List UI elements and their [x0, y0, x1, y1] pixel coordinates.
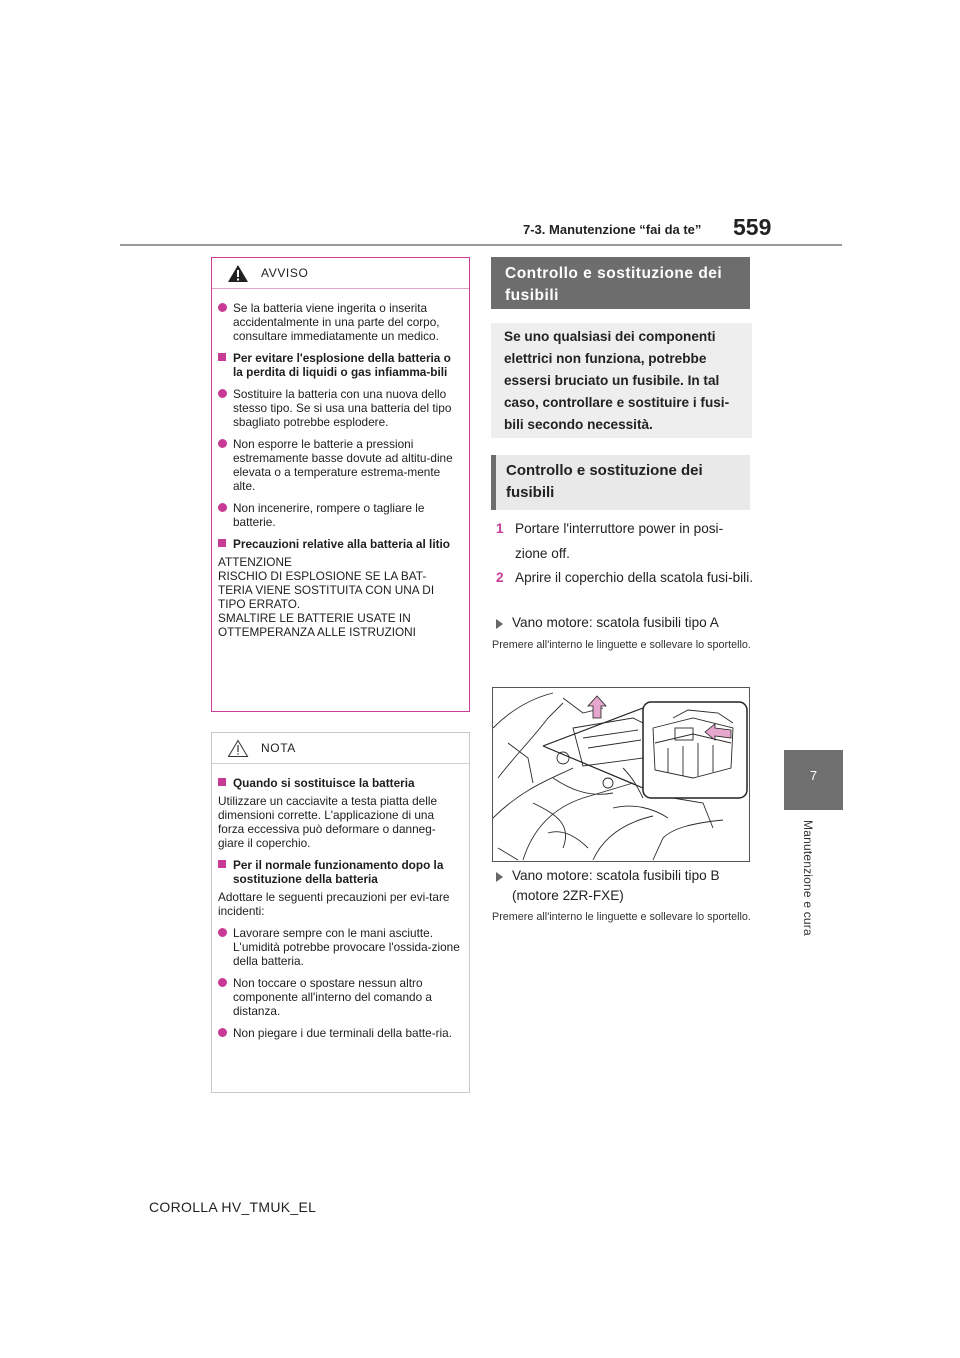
bullet-dot-icon	[218, 303, 227, 312]
warning-title: AVVISO	[261, 266, 309, 280]
chapter-tab	[784, 750, 843, 810]
step-1	[496, 516, 754, 566]
bullet-dot-icon	[218, 928, 227, 937]
note-title: NOTA	[261, 741, 296, 755]
fuse-box-type-a-note: Premere all'interno le linguette e sollevare lo sportello.	[492, 639, 751, 651]
bullet-dot-icon	[218, 503, 227, 512]
bullet-dot-icon	[218, 1028, 227, 1037]
header-rule	[120, 244, 842, 246]
chapter-label: Manutenzione e cura	[801, 820, 815, 936]
fuse-box-type-b-note: Premere all'interno le linguette e sollevare lo sportello.	[492, 911, 751, 923]
intro-box	[491, 323, 752, 438]
bullet-square-icon	[218, 539, 226, 547]
arrow-right-icon	[496, 619, 503, 629]
note-subheading: Per il normale funzionamento dopo la sostituzione della batteria	[218, 858, 461, 886]
engine-bay-illustration	[493, 688, 749, 861]
note-item: Lavorare sempre con le mani asciutte. L'umidità potrebbe provocare l'ossida-zione della batteria.	[218, 926, 461, 968]
section-title: 7-3. Manutenzione “fai da te”	[523, 222, 702, 237]
note-item: Non piegare i due terminali della batte-ria.	[218, 1026, 461, 1040]
engine-bay-figure	[492, 687, 750, 862]
caution-triangle-icon	[227, 739, 249, 758]
section-banner	[491, 257, 750, 309]
warning-subheading: Per evitare l'esplosione della batteria o la perdita di liquidi o gas infiamma-bili	[218, 351, 461, 379]
intro-text: Se uno qualsiasi dei componenti elettrici non funziona, potrebbe essersi bruciato un fusibile. In tal caso, controllare e sostituire i fusi-bili secondo necessità.	[504, 329, 730, 432]
warning-item: Non incenerire, rompere o tagliare le batterie.	[218, 501, 461, 529]
bullet-square-icon	[218, 860, 226, 868]
step-text: Portare l'interruttore power in posi-zione off.	[515, 521, 724, 561]
warning-icon	[227, 264, 249, 283]
page-number: 559	[733, 214, 772, 240]
bullet-dot-icon	[218, 978, 227, 987]
chapter-number: 7	[809, 768, 818, 783]
step-number: 1	[496, 521, 504, 536]
step-2	[496, 565, 754, 590]
note-box	[211, 732, 470, 1093]
fuse-box-type-a: Vano motore: scatola fusibili tipo A	[496, 613, 754, 633]
note-header	[212, 733, 469, 764]
subsection-banner-title: Controllo e sostituzione dei fusibili	[506, 462, 703, 501]
section-banner-title: Controllo e sostituzione dei fusibili	[505, 265, 723, 304]
note-subheading: Quando si sostituisce la batteria	[218, 776, 461, 790]
bullet-dot-icon	[218, 389, 227, 398]
warning-box	[211, 257, 470, 712]
note-paragraph: Adottare le seguenti precauzioni per evi-tare incidenti:	[218, 890, 450, 918]
bullet-dot-icon	[218, 439, 227, 448]
warning-subheading: Precauzioni relative alla batteria al litio	[218, 537, 461, 551]
step-number: 2	[496, 570, 504, 585]
warning-item: Sostituire la batteria con una nuova dello stesso tipo. Se si usa una batteria del tipo sbagliato potrebbe esplodere.	[218, 387, 461, 429]
warning-item: Se la batteria viene ingerita o inserita accidentalmente in una parte del corpo, consultare immediatamente un medico.	[218, 301, 461, 343]
caution-text: ATTENZIONE RISCHIO DI ESPLOSIONE SE LA BAT- TERIA VIENE SOSTITUITA CON UNA DI TIPO ERRATO. SMALTIRE LE BATTERIE USATE IN OTTEMPERANZA ALLE ISTRUZIONI	[218, 555, 435, 639]
note-body	[212, 764, 469, 1040]
subsection-banner	[491, 455, 750, 510]
note-item: Non toccare o spostare nessun altro componente all'interno del comando a distanza.	[218, 976, 461, 1018]
arrow-right-icon	[496, 872, 503, 882]
bullet-square-icon	[218, 353, 226, 361]
footer-model-code: COROLLA HV_TMUK_EL	[149, 1199, 317, 1215]
fuse-box-type-b: Vano motore: scatola fusibili tipo B (motore 2ZR-FXE)	[496, 866, 754, 906]
warning-body	[212, 289, 469, 639]
warning-header	[212, 258, 469, 289]
note-paragraph: Utilizzare un cacciavite a testa piatta delle dimensioni corrette. L'applicazione di una forza eccessiva può deformare o danneg-giare il coperchio.	[218, 794, 438, 850]
warning-item: Non esporre le batterie a pressioni estremamente basse dovute ad altitu-dine elevata o a temperature estrema-mente alte.	[218, 437, 461, 493]
step-text: Aprire il coperchio della scatola fusi-bili.	[515, 570, 753, 585]
bullet-square-icon	[218, 778, 226, 786]
